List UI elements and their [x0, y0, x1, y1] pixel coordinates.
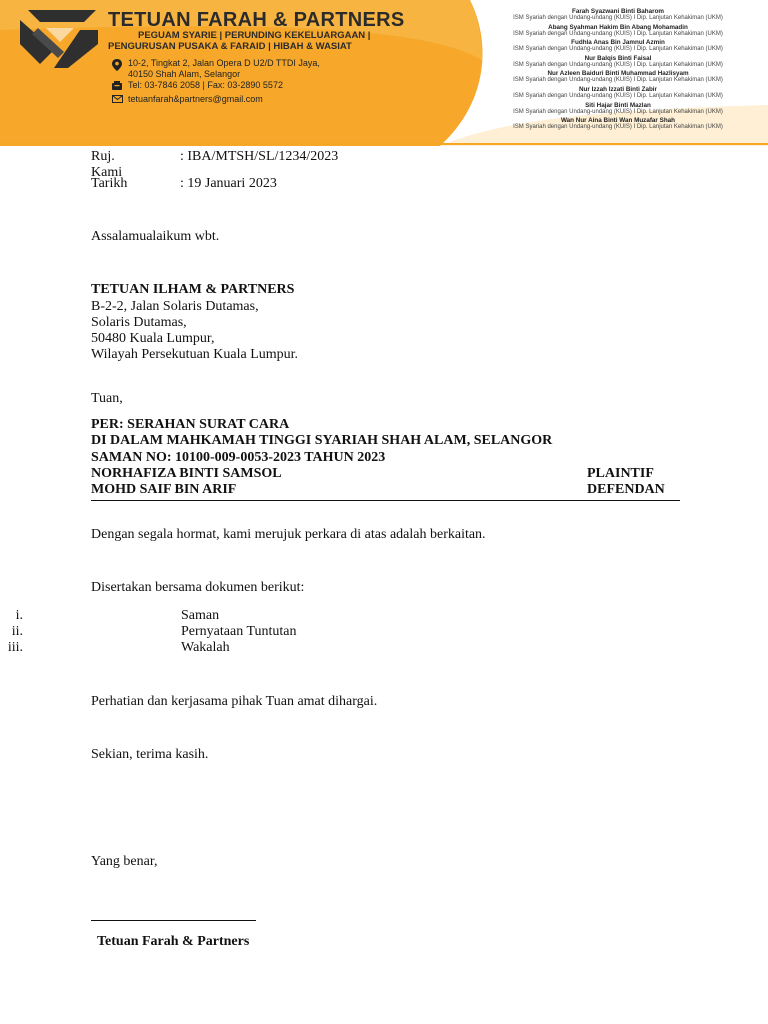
- signature-line: [91, 920, 256, 921]
- partner-entry: Fudhla Anas Bin Jamnul Azmin ISM Syariah dengan Undang-undang (KUIS) I Dip. Lanjutan Kehakiman (UKM): [513, 39, 723, 53]
- firm-tagline-1: PEGUAM SYARIE | PERUNDING KEKELUARGAAN |: [138, 30, 371, 41]
- defendant-role: DEFENDAN: [587, 482, 665, 497]
- recipient-name: TETUAN ILHAM & PARTNERS: [91, 282, 295, 297]
- closing: Yang benar,: [91, 854, 158, 869]
- address-line-2: 40150 Shah Alam, Selangor: [128, 69, 241, 79]
- date-label: Tarikh: [91, 176, 128, 191]
- partner-entry: Siti Hajar Binti Mazlan ISM Syariah dengan Undang-undang (KUIS) I Dip. Lanjutan Kehakiman (UKM): [513, 101, 723, 115]
- date-value: : 19 Januari 2023: [180, 176, 277, 191]
- partner-entry: Nur Azleen Baiduri Binti Muhammad Hazlisyam ISM Syariah dengan Undang-undang (KUIS) I Dip. Lanjutan Kehakiman (UKM): [513, 70, 723, 84]
- defendant-name: MOHD SAIF BIN ARIF: [91, 482, 237, 497]
- partner-entry: Nur Balqis Binti Faisal ISM Syariah dengan Undang-undang (KUIS) I Dip. Lanjutan Kehakiman (UKM): [513, 54, 723, 68]
- firm-name: TETUAN FARAH & PARTNERS: [108, 9, 405, 31]
- address-line-1: 10-2, Tingkat 2, Jalan Opera D U2/D TTDI Jaya,: [128, 58, 320, 68]
- paragraph-1: Dengan segala hormat, kami merujuk perkara di atas adalah berkaitan.: [91, 527, 486, 542]
- paragraph-2: Disertakan bersama dokumen berikut:: [91, 580, 305, 595]
- paragraph-3: Perhatian dan kerjasama pihak Tuan amat dihargai.: [91, 694, 378, 709]
- recipient-address-line: 50480 Kuala Lumpur,: [91, 331, 215, 346]
- reference-value: : IBA/MTSH/SL/1234/2023: [180, 149, 339, 164]
- partner-entry: Farah Syazwani Binti Baharom ISM Syariah dengan Undang-undang (KUIS) I Dip. Lanjutan Kehakiman (UKM): [513, 8, 723, 21]
- partner-entry: Wan Nur Aina Binti Wan Muzafar Shah ISM Syariah dengan Undang-undang (KUIS) I Dip. Lanjutan Kehakiman (UKM): [513, 117, 723, 131]
- subject-underline: [91, 500, 680, 501]
- recipient-address-line: Wilayah Persekutuan Kuala Lumpur.: [91, 347, 299, 362]
- recipient-address-line: B-2-2, Jalan Solaris Dutamas,: [91, 299, 259, 314]
- firm-tagline-2: PENGURUSAN PUSAKA & FARAID | HIBAH & WASIAT: [108, 41, 352, 52]
- greeting: Assalamualaikum wbt.: [91, 229, 220, 244]
- salutation: Tuan,: [91, 391, 123, 406]
- partner-entry: Abang Syahman Hakim Bin Abang Mohamadin ISM Syariah dengan Undang-undang (KUIS) I Dip. Lanjutan Kehakiman (UKM): [513, 23, 723, 37]
- recipient-address-line: Solaris Dutamas,: [91, 315, 187, 330]
- subject-line-3: SAMAN NO: 10100-009-0053-2023 TAHUN 2023: [91, 450, 386, 465]
- plaintiff-name: NORHAFIZA BINTI SAMSOL: [91, 466, 282, 481]
- paragraph-4: Sekian, terima kasih.: [91, 747, 209, 762]
- plaintiff-role: PLAINTIF: [587, 466, 654, 481]
- letter-body: Ruj. Kami : IBA/MTSH/SL/1234/2023 Tarikh : 19 Januari 2023 Assalamualaikum wbt. TETUAN ILHAM & PARTNERS B-2-2, Jalan Solaris Dutamas, Solaris Dutamas, 50480 Kuala Lumpur, Wilayah Persekutuan Kuala Lumpur. Tuan, PER: SERAHAN SURAT CARA DI DALAM MAHKAMAH TINGGI SYARIAH SHAH ALAM, SELANGOR SAMAN NO: 10100-009-0053-2023 TAHUN 2023 NORHAFIZA BINTI SAMSOL PLAINTIF MOHD SAIF BIN ARIF DEFENDAN Dengan segala hormat, kami merujuk perkara di atas adalah berkaitan. Disertakan bersama dokumen berikut: i. Saman ii. Pernyataan Tuntutan iii. Wakalah Perhatian dan kerjasama pihak Tuan amat dihargai. Sekian, terima kasih. Yang benar, Tetuan Farah & Partners: [0, 0, 768, 1024]
- subject-line-2: DI DALAM MAHKAMAH TINGGI SYARIAH SHAH ALAM, SELANGOR: [91, 433, 553, 448]
- subject-line-1: PER: SERAHAN SURAT CARA: [91, 417, 290, 432]
- signatory: Tetuan Farah & Partners: [97, 934, 250, 949]
- letterhead: TETUAN FARAH & PARTNERS PEGUAM SYARIE | PERUNDING KEKELUARGAAN | PENGURUSAN PUSAKA & FARAID | HIBAH & WASIAT 10-2, Tingkat 2, Jalan Opera D U2/D TTDI Jaya, 40150 Shah Alam, Selangor Tel: 03-7846 2058 | Fax: 03-2890 5572 tetuanfarah&partners@gmail.com Farah Syazwani Binti Baharom ISM Syariah dengan Undang-undang (KUIS) I Dip. Lanjutan Kehakiman (UKM) Abang Syahman Hakim Bin Abang Mohamadin ISM Syariah dengan Undang-undang (KUIS) I Dip. Lanjutan Kehakiman (UKM) Fudhla Anas Bin Jamnul Azmin ISM Syariah dengan Undang-undang (KUIS) I Dip. Lanjutan Kehakiman (UKM) Nur Balqis Binti Faisal ISM Syariah dengan Undang-undang (KUIS) I Dip. Lanjutan Kehakiman (UKM) Nur Azleen Baiduri Binti Muhammad Hazlisyam ISM Syariah dengan Undang-undang (KUIS) I Dip. Lanjutan Kehakiman (UKM) Nur Izzah Izzati Binti Zabir ISM Syariah dengan Undang-undang (KUIS) I Dip. Lanjutan Kehakiman (UKM) Siti Hajar Binti Mazlan ISM Syariah dengan Undang-undang (KUIS) I Dip. Lanjutan Kehakiman (UKM) Wan Nur Aina Binti Wan Muzafar Shah ISM Syariah dengan Undang-undang (KUIS) I Dip. Lanjutan Kehakiman (UKM): [0, 0, 768, 146]
- partner-entry: Nur Izzah Izzati Binti Zabir ISM Syariah dengan Undang-undang (KUIS) I Dip. Lanjutan Kehakiman (UKM): [513, 85, 723, 99]
- reference-label: Ruj. Kami: [91, 149, 123, 180]
